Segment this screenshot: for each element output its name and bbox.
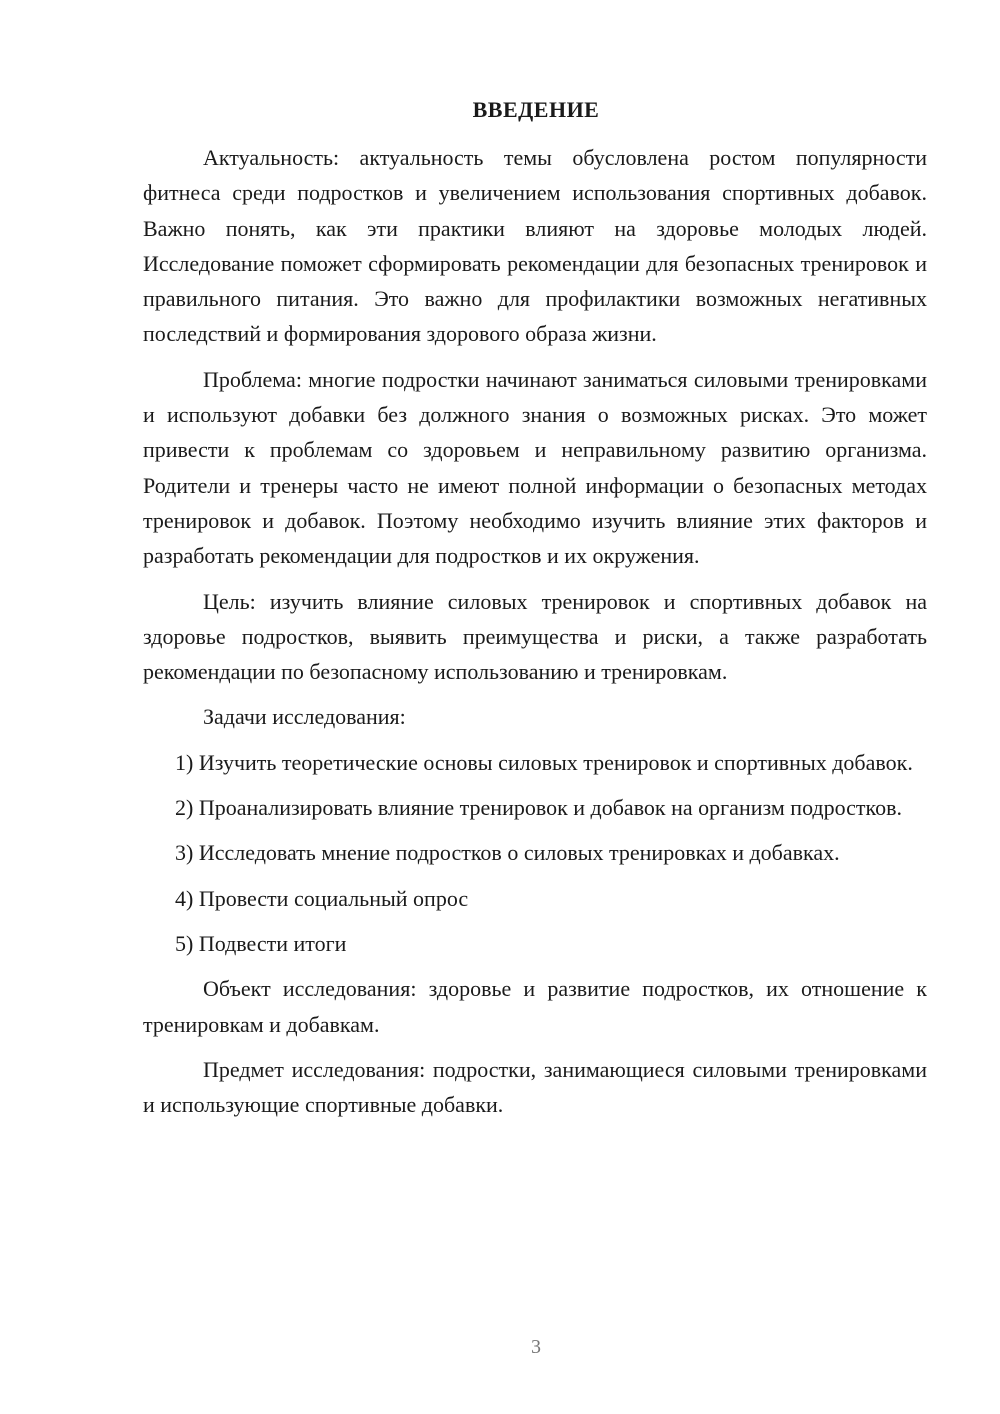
task-item-2: 2) Проанализировать влияние тренировок и добавок на организм подростков. bbox=[175, 795, 903, 821]
goal-paragraph: Цель: изучить влияние силовых тренировок и спортивных добавок на здоровье подростков, выявить преимущества и риски, а также разработать рекомендации по безопасному использованию и тренировкам. bbox=[143, 588, 927, 685]
page-number: 3 bbox=[531, 1336, 541, 1358]
section-title: ВВЕДЕНИЕ bbox=[472, 97, 600, 122]
body-text bbox=[143, 140, 927, 1122]
task-item-4: 4) Провести социальный опрос bbox=[175, 885, 469, 911]
relevance-paragraph: Актуальность: актуальность темы обусловлена ростом популярности фитнеса среди подростков и увеличением использования спортивных добавок. Важно понять, как эти практики влияют на здоровье молодых людей. Исследование поможет сформировать рекомендации для безопасных тренировок и правильного питания. Это важно для профилактики возможных негативных последствий и формирования здорового образа жизни. bbox=[143, 145, 927, 347]
object-paragraph: Объект исследования: здоровье и развитие подростков, их отношение к тренировкам и добавкам. bbox=[143, 976, 927, 1037]
subject-paragraph: Предмет исследования: подростки, занимающиеся силовыми тренировками и использующие спортивные добавки. bbox=[143, 1056, 927, 1118]
problem-paragraph: Проблема: многие подростки начинают заниматься силовыми тренировками и используют добавки без должного знания о возможных рисках. Это может привести к проблемам со здоровьем и неправильному развитию организма. Родители и тренеры часто не имеют полной информации о безопасных методах тренировок и добавок. Поэтому необходимо изучить влияние этих факторов и разработать рекомендации для подростков и их окружения. bbox=[143, 366, 927, 569]
task-item-3: 3) Исследовать мнение подростков о силовых тренировках и добавках. bbox=[175, 840, 840, 866]
task-item-5: 5) Подвести итоги bbox=[175, 930, 347, 956]
task-item-1: 1) Изучить теоретические основы силовых тренировок и спортивных добавок. bbox=[175, 749, 913, 775]
tasks-heading: Задачи исследования: bbox=[203, 704, 406, 730]
